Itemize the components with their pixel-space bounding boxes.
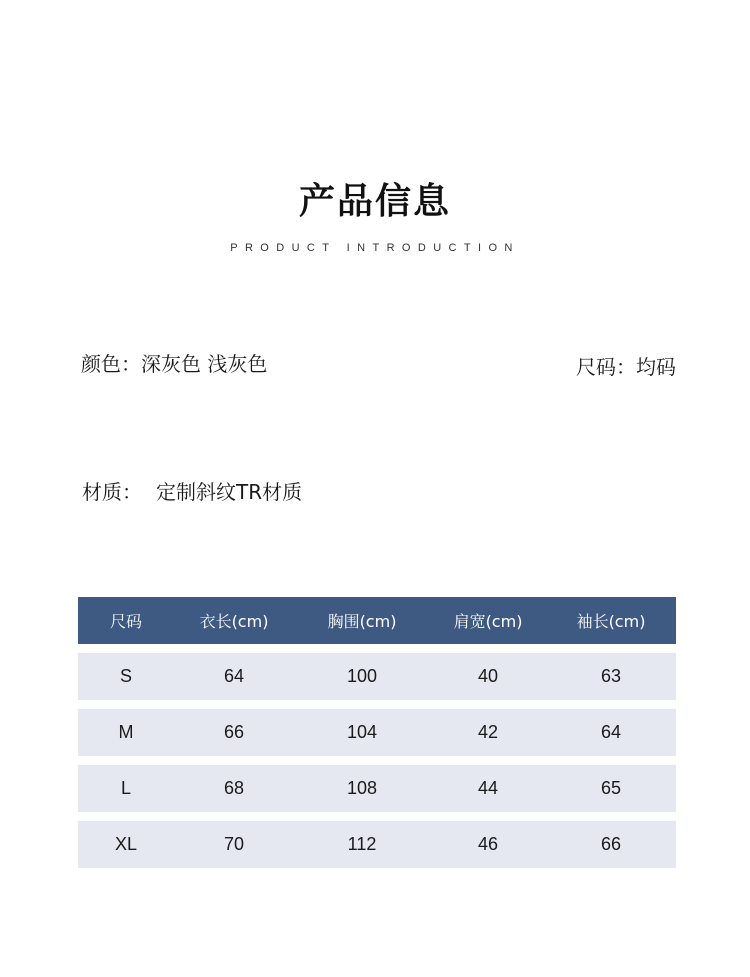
table-cell: S (119, 666, 132, 686)
table-cell: 63 (600, 666, 622, 686)
size-label: 尺码： (576, 355, 636, 379)
column-header-chest: 胸围(cm) (327, 612, 397, 631)
table-cell: L (120, 778, 131, 798)
table-cell: 42 (477, 722, 499, 742)
table-cell: 70 (223, 834, 245, 854)
color-value: 深灰色 浅灰色 (141, 352, 268, 376)
table-cell: 104 (346, 722, 378, 742)
color-label: 颜色： (81, 352, 141, 376)
size-table (78, 597, 676, 868)
color-info (81, 350, 267, 378)
column-header-shoulder: 肩宽(cm) (453, 612, 523, 631)
table-cell: M (118, 722, 134, 742)
table-cell: 40 (477, 666, 499, 686)
material-info (82, 478, 302, 506)
table-cell: 66 (223, 722, 245, 742)
material-value: 定制斜纹TR材质 (156, 480, 303, 504)
table-row (78, 821, 676, 868)
table-row (78, 709, 676, 756)
table-row (78, 765, 676, 812)
page-subtitle: PRODUCT INTRODUCTION (230, 242, 520, 254)
column-header-length: 衣长(cm) (199, 612, 269, 631)
material-label: 材质： (82, 480, 142, 504)
table-cell: 46 (477, 834, 499, 854)
table-cell: 66 (600, 834, 622, 854)
table-cell: 108 (346, 778, 378, 798)
size-info (576, 353, 676, 381)
table-cell: 64 (600, 722, 622, 742)
size-value: 均码 (636, 355, 676, 379)
table-cell: 65 (600, 778, 622, 798)
table-cell: 64 (223, 666, 245, 686)
table-cell: XL (114, 834, 138, 854)
column-header-sleeve: 袖长(cm) (576, 612, 646, 631)
table-row (78, 653, 676, 700)
page-title: 产品信息 (298, 181, 451, 222)
table-cell: 112 (347, 834, 377, 854)
table-header (78, 597, 676, 644)
table-cell: 44 (477, 778, 499, 798)
column-header-size: 尺码 (109, 612, 142, 631)
table-cell: 100 (346, 666, 378, 686)
table-cell: 68 (223, 778, 245, 798)
